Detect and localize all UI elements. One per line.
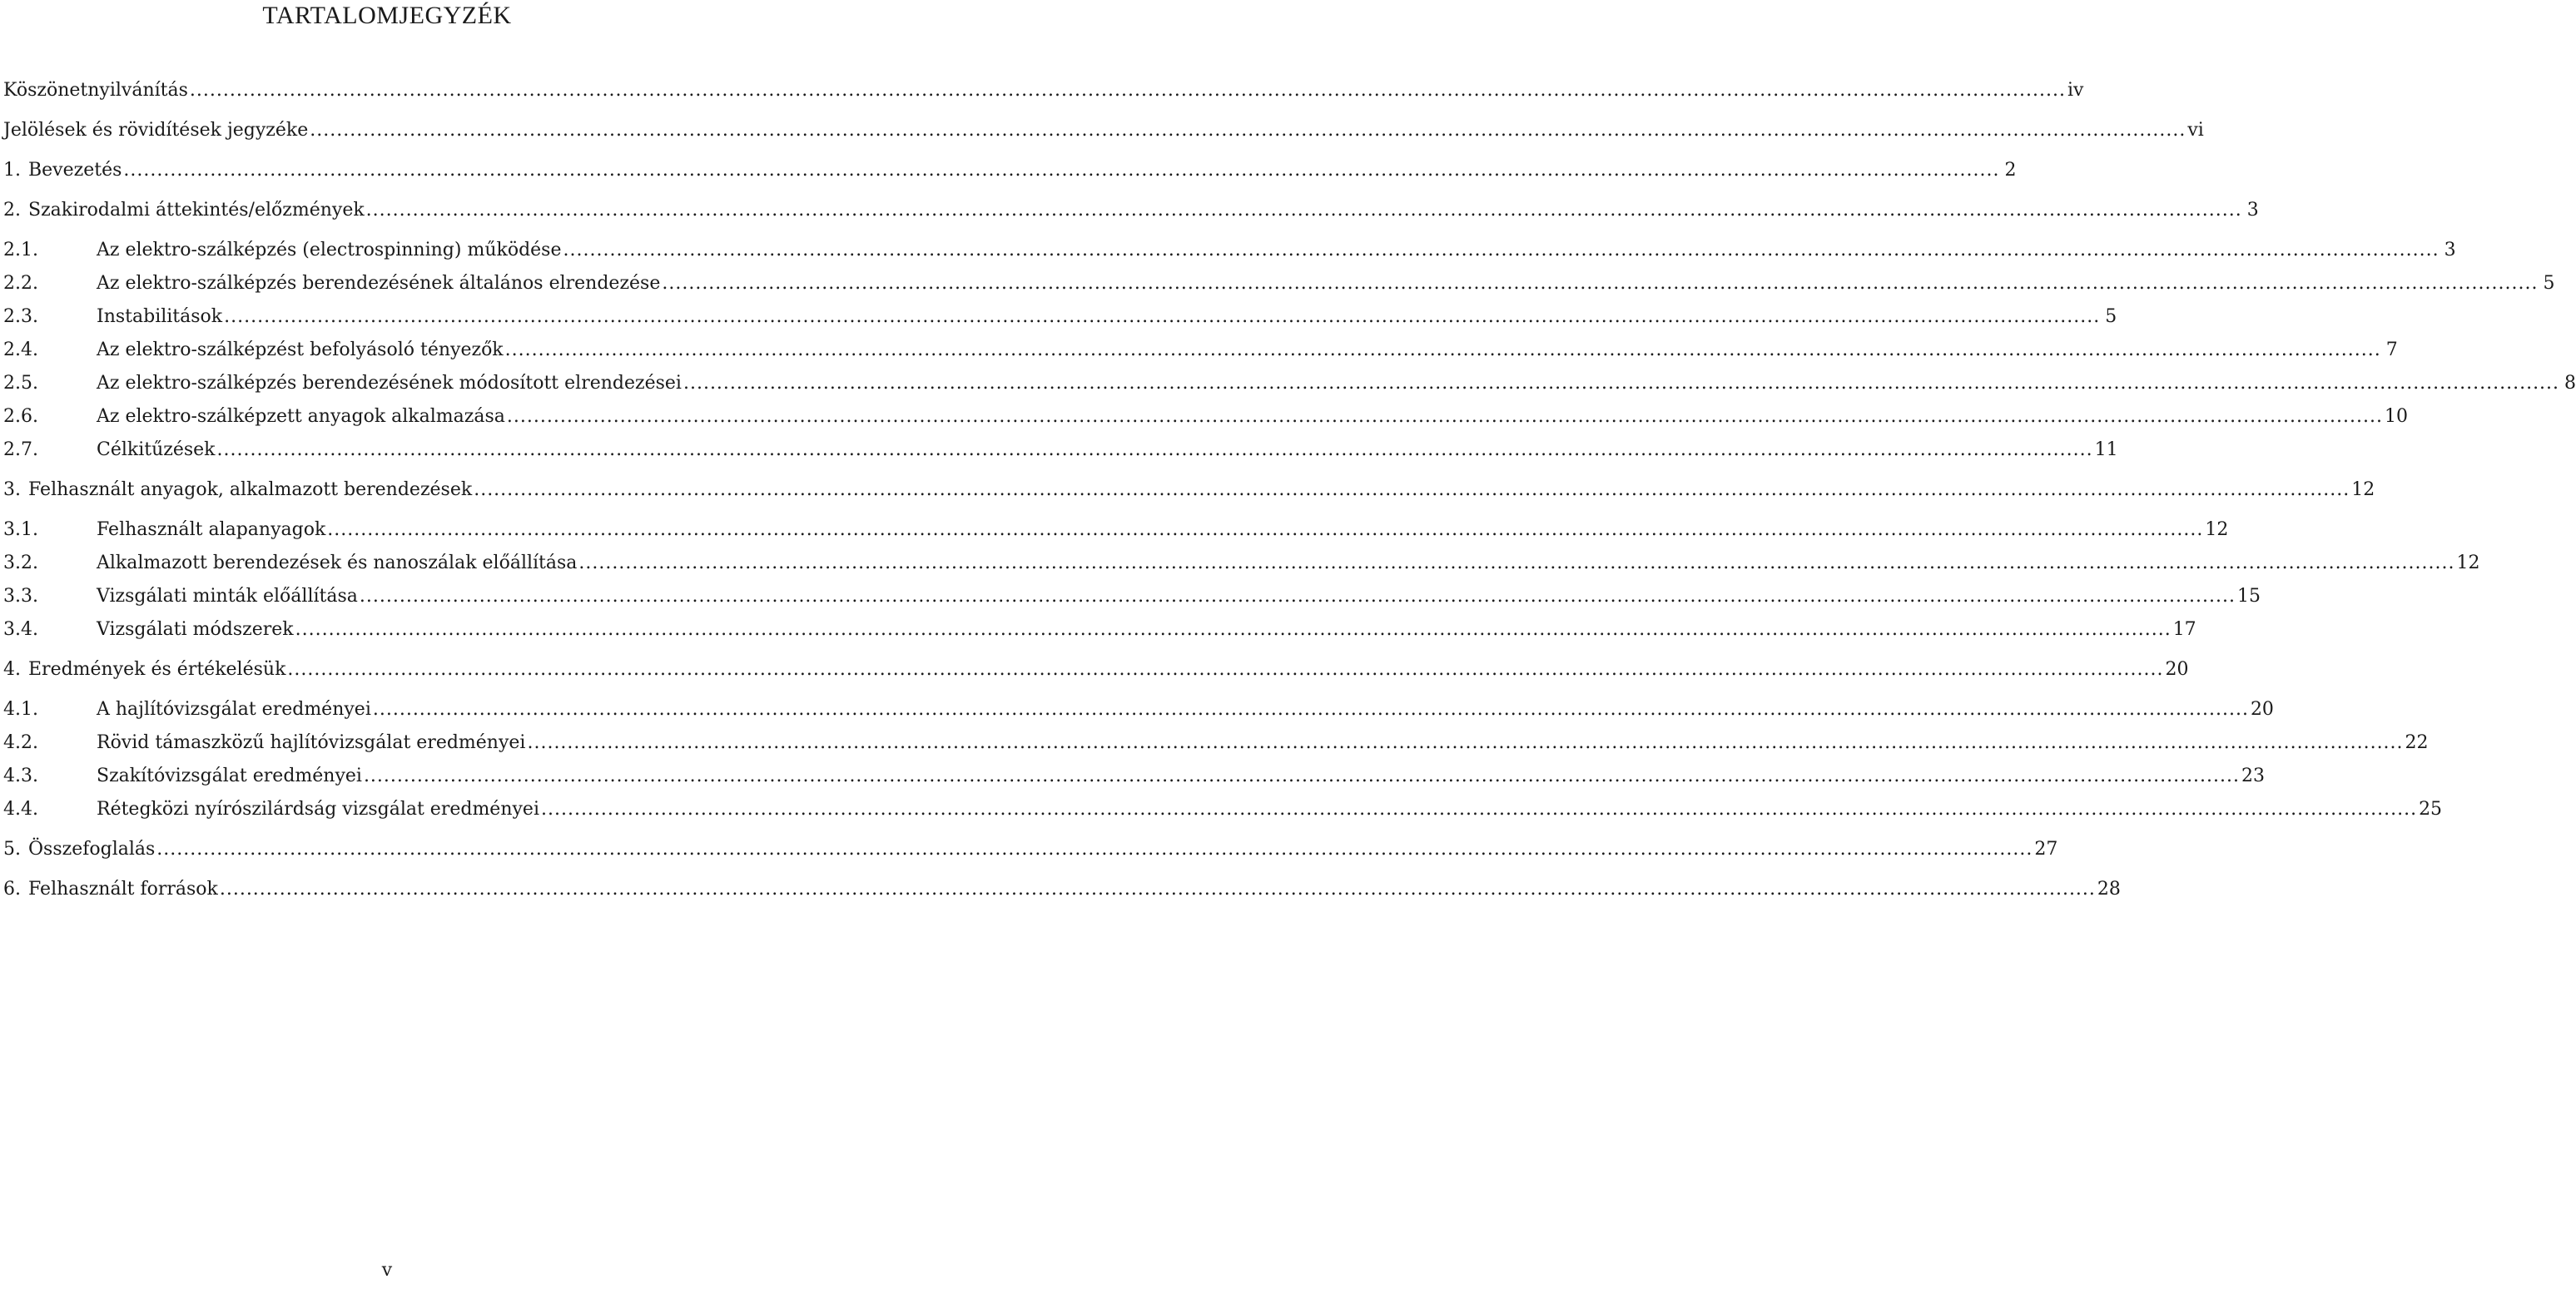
toc-entry-page: 23 (2241, 766, 2266, 786)
toc-entry-title: Rövid támaszközű hajlítóvizsgálat eredményei (97, 732, 526, 753)
dot-leader (683, 368, 2559, 399)
toc-entry-2-4[interactable] (3, 335, 2398, 366)
toc-entry-page: 12 (2351, 479, 2375, 500)
toc-entry-title: Az elektro-szálképzett anyagok alkalmazása (97, 406, 505, 427)
dot-leader (217, 434, 2093, 466)
toc-entry-page: 17 (2172, 619, 2196, 640)
toc-entry-4-1[interactable] (3, 694, 2274, 726)
toc-entry-title: Célkitűzések (97, 439, 216, 460)
toc-entry-3-1[interactable] (3, 514, 2229, 546)
toc-entry-page: 3 (2444, 240, 2456, 260)
dot-leader (373, 694, 2249, 726)
dot-leader (364, 761, 2240, 792)
toc-entry-title: Szakirodalmi áttekintés/előzmények (28, 200, 365, 221)
dot-leader (156, 834, 2033, 865)
toc-entry-title: Az elektro-szálképzés (electrospinning) működése (97, 240, 562, 260)
toc-entry-title: Az elektro-szálképzést befolyásoló tényezők (97, 340, 504, 360)
toc-entry-title: Rétegközi nyírószilárdság vizsgálat eredményei (97, 799, 539, 820)
dot-leader (662, 268, 2538, 300)
toc-entry-page: 10 (2384, 406, 2408, 427)
toc-entry-number: 5. (3, 839, 21, 860)
page-number: v (381, 1260, 393, 1281)
toc-entry-title: Köszönetnyilvánítás (3, 80, 188, 101)
dot-leader (287, 654, 2163, 686)
toc-entry-number: 2.1. (3, 240, 38, 260)
toc-entry-title: Instabilitások (97, 306, 223, 327)
toc-entry-1[interactable] (3, 155, 2017, 186)
toc-entry-4-2[interactable] (3, 727, 2429, 759)
toc-entry-4-3[interactable] (3, 761, 2266, 792)
dot-leader (505, 335, 2381, 366)
dot-leader (507, 401, 2383, 433)
toc-entry-koszonetnyilvanitas[interactable] (3, 75, 2084, 107)
toc-entry-2-6[interactable] (3, 401, 2408, 433)
toc-entry-page: 2 (2004, 160, 2017, 181)
dot-leader (366, 195, 2242, 226)
page-title: TARTALOMJEGYZÉK (262, 2, 512, 29)
toc-entry-page: 7 (2385, 340, 2398, 360)
toc-entry-page: 20 (2250, 699, 2274, 720)
toc-entry-number: 3.2. (3, 553, 38, 573)
toc-entry-number: 4.4. (3, 799, 38, 820)
dot-leader (310, 115, 2186, 146)
toc-entry-page: iv (2067, 80, 2084, 101)
toc-entry-number: 2.4. (3, 340, 38, 360)
toc-entry-page: 3 (2246, 200, 2259, 221)
toc-entry-title: Felhasznált források (28, 879, 218, 900)
toc-entry-number: 2.6. (3, 406, 38, 427)
toc-entry-2-3[interactable] (3, 301, 2117, 333)
toc-entry-title: Felhasznált anyagok, alkalmazott berendezések (28, 479, 473, 500)
toc-entry-number: 2. (3, 200, 21, 221)
toc-entry-2-5[interactable] (3, 368, 2576, 399)
toc-entry-2-1[interactable] (3, 235, 2456, 266)
toc-entry-number: 3.3. (3, 586, 38, 607)
toc-entry-title: Felhasznált alapanyagok (97, 519, 326, 540)
toc-entry-title: Eredmények és értékelésük (28, 659, 286, 680)
dot-leader (224, 301, 2100, 333)
toc-entry-number: 4.2. (3, 732, 38, 753)
toc-entry-title: Szakítóvizsgálat eredményei (97, 766, 362, 786)
toc-entry-3-4[interactable] (3, 614, 2196, 646)
dot-leader (220, 874, 2096, 905)
toc-entry-title: Jelölések és rövidítések jegyzéke (3, 120, 309, 141)
toc-entry-page: 25 (2419, 799, 2443, 820)
dot-leader (541, 794, 2417, 825)
toc-entry-title: Az elektro-szálképzés berendezésének általános elrendezése (97, 273, 661, 294)
toc-entry-number: 3.1. (3, 519, 38, 540)
toc-entry-2-7[interactable] (3, 434, 2118, 466)
toc-entry-title: Az elektro-szálképzés berendezésének módosított elrendezései (97, 373, 682, 394)
toc-entry-page: 12 (2205, 519, 2229, 540)
toc-entry-number: 3. (3, 479, 21, 500)
toc-entry-page: 27 (2034, 839, 2058, 860)
toc-entry-6[interactable] (3, 874, 2121, 905)
toc-entry-3[interactable] (3, 474, 2375, 506)
dot-leader (295, 614, 2171, 646)
toc-entry-title: Alkalmazott berendezések és nanoszálak előállítása (97, 553, 578, 573)
toc-entry-number: 1. (3, 160, 21, 181)
toc-entry-5[interactable] (3, 834, 2058, 865)
toc-entry-number: 3.4. (3, 619, 38, 640)
toc-entry-number: 2.3. (3, 306, 38, 327)
toc-entry-page: 8 (2564, 373, 2576, 394)
toc-entry-3-3[interactable] (3, 581, 2261, 612)
dot-leader (474, 474, 2350, 506)
toc-entry-page: 20 (2165, 659, 2189, 680)
toc-entry-4-4[interactable] (3, 794, 2443, 825)
toc-entry-3-2[interactable] (3, 548, 2480, 579)
dot-leader (123, 155, 1999, 186)
toc-entry-number: 2.7. (3, 439, 38, 460)
toc-entry-page: vi (2187, 120, 2204, 141)
toc-entry-number: 4.1. (3, 699, 38, 720)
toc-entry-title: A hajlítóvizsgálat eredményei (97, 699, 371, 720)
toc-entry-title: Összefoglalás (28, 839, 156, 860)
dot-leader (563, 235, 2440, 266)
dot-leader (578, 548, 2454, 579)
toc-entry-page: 11 (2094, 439, 2118, 460)
toc-entry-page: 28 (2097, 879, 2121, 900)
dot-leader (527, 727, 2403, 759)
toc-entry-page: 22 (2405, 732, 2429, 753)
toc-entry-number: 2.2. (3, 273, 38, 294)
toc-entry-title: Bevezetés (28, 160, 122, 181)
toc-entry-number: 2.5. (3, 373, 38, 394)
toc-entry-page: 5 (2105, 306, 2117, 327)
toc-entry-number: 4.3. (3, 766, 38, 786)
toc-entry-title: Vizsgálati módszerek (97, 619, 294, 640)
toc-entry-page: 12 (2456, 553, 2480, 573)
toc-entry-4[interactable] (3, 654, 2189, 686)
toc-entry-number: 4. (3, 659, 21, 680)
toc-entry-number: 6. (3, 879, 21, 900)
dot-leader (360, 581, 2236, 612)
toc-entry-jelolesek[interactable] (3, 115, 2204, 146)
dot-leader (190, 75, 2066, 107)
toc-entry-title: Vizsgálati minták előállítása (97, 586, 358, 607)
toc-entry-page: 15 (2236, 586, 2261, 607)
toc-entry-2-2[interactable] (3, 268, 2555, 300)
toc-entry-2[interactable] (3, 195, 2259, 226)
dot-leader (327, 514, 2203, 546)
toc-entry-page: 5 (2543, 273, 2555, 294)
